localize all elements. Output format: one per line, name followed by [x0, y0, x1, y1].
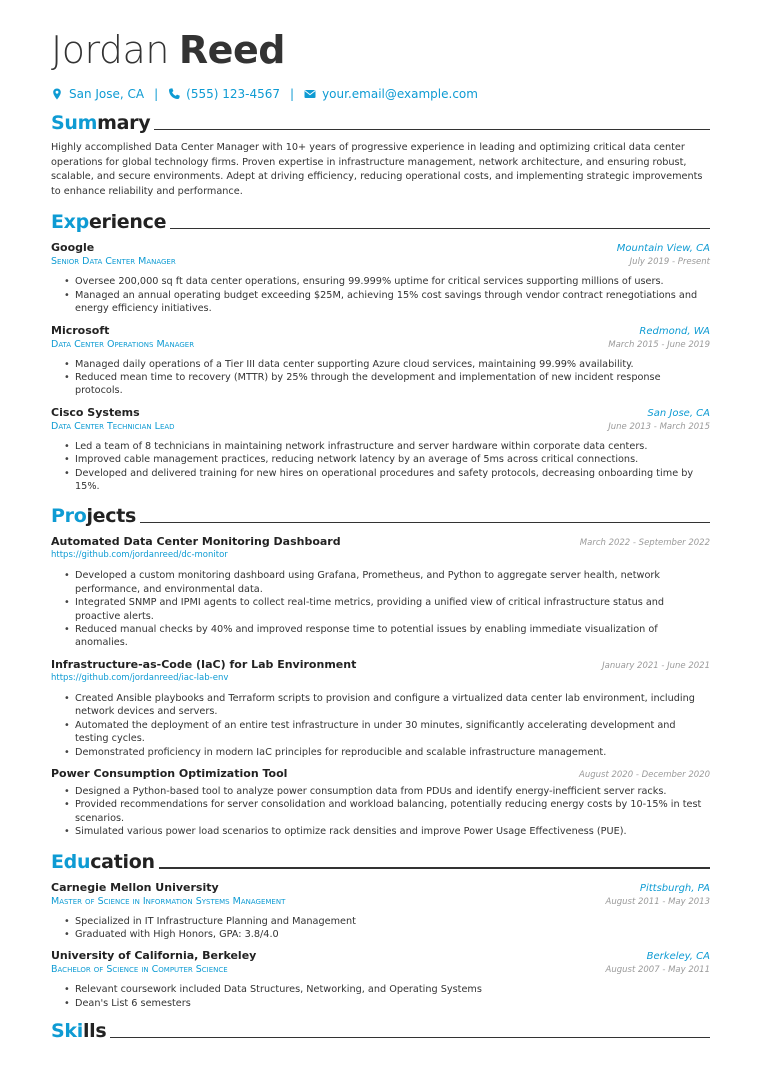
- project-dates: August 2020 - December 2020: [579, 769, 710, 780]
- company-name: Google: [51, 241, 95, 255]
- bullet-item: • Provided recommendations for server consolidation and workload balancing, potentially reducing energy costs by 10-15% in test scenarios.: [64, 798, 710, 825]
- school-location: Pittsburgh, PA: [639, 882, 710, 894]
- education-entry: [51, 881, 710, 942]
- project-link[interactable]: https://github.com/jordanreed/iac-lab-env: [51, 672, 229, 683]
- bullet-item: • Demonstrated proficiency in modern IaC principles for reproducible and scalable infrastructure management.: [64, 746, 710, 759]
- degree: Bachelor of Science in Computer Science: [51, 964, 228, 976]
- contact-separator: |: [154, 87, 159, 101]
- contact-phone[interactable]: [168, 87, 280, 101]
- bullet-item: • Automated the deployment of an entire test infrastructure in under 30 minutes, significantly accelerating development and testing cycles.: [64, 719, 710, 746]
- bullet-list: [51, 440, 710, 494]
- bullet-list: [51, 275, 710, 315]
- project-entry: [51, 658, 710, 759]
- bullet-item: • Oversee 200,000 sq ft data center operations, ensuring 99.999% uptime for critical services supporting millions of users.: [64, 275, 710, 288]
- project-link[interactable]: https://github.com/jordanreed/dc-monitor: [51, 550, 228, 561]
- last-name: Reed: [178, 28, 285, 72]
- contact-location: [51, 87, 144, 101]
- project-entry: [51, 767, 710, 839]
- contact-email[interactable]: [304, 87, 478, 101]
- bullet-item: • Integrated SNMP and IPMI agents to collect real-time metrics, providing a unified view of critical infrastructure status and proactive alerts.: [64, 596, 710, 623]
- section-rule: [110, 1037, 710, 1039]
- job-role: Data Center Technician Lead: [51, 420, 175, 432]
- education-dates: August 2011 - May 2013: [605, 896, 710, 907]
- summary-text: Highly accomplished Data Center Manager with 10+ years of progressive experience in leading and optimizing critical data center operations for global technology firms. Proven expertise in infrastructure management, network architecture, and ensuring robust, scalable, and secure environments. Adept at driving efficiency, reducing operational costs, and implementing strategic improvements to enhance reliability and performance.: [51, 142, 703, 197]
- project-dates: January 2021 - June 2021: [602, 660, 710, 671]
- phone-text: (555) 123-4567: [186, 87, 281, 101]
- bullet-item: • Reduced manual checks by 40% and improved response time to potential issues by enabling immediate visualization of anomalies.: [64, 623, 710, 650]
- bullet-list: [51, 358, 710, 398]
- map-marker-icon: [51, 88, 63, 100]
- section-rule: [159, 867, 710, 869]
- bullet-item: • Created Ansible playbooks and Terraform scripts to provision and configure a virtualized data center lab environment, including network devices and servers.: [64, 692, 710, 719]
- project-dates: March 2022 - September 2022: [579, 538, 710, 549]
- bullet-item: • Managed an annual operating budget exceeding $25M, achieving 15% cost savings through vendor contract renegotiations and energy efficiency initiatives.: [64, 289, 710, 316]
- phone-icon: [168, 88, 180, 100]
- project-name: Power Consumption Optimization Tool: [51, 766, 288, 780]
- section-title: Experience: [51, 211, 167, 234]
- bullet-list: [51, 983, 710, 1010]
- job-location: Mountain View, CA: [616, 243, 710, 255]
- job-dates: July 2019 - Present: [629, 257, 710, 268]
- experience-entry: [51, 241, 710, 315]
- skills-heading: [51, 1018, 710, 1042]
- summary-heading: [51, 110, 710, 134]
- bullet-item: • Specialized in IT Infrastructure Planning and Management: [64, 915, 710, 928]
- project-name: Infrastructure-as-Code (IaC) for Lab Environment: [51, 657, 357, 671]
- job-role: Data Center Operations Manager: [51, 338, 195, 350]
- bullet-list: [51, 785, 710, 839]
- bullet-item: • Improved cable management practices, reducing network latency by an average of 5ms across critical connections.: [64, 453, 710, 466]
- envelope-icon: [304, 88, 316, 100]
- job-dates: June 2013 - March 2015: [608, 421, 710, 432]
- experience-entry: [51, 406, 710, 494]
- bullet-item: • Led a team of 8 technicians in maintaining network infrastructure and server hardware within corporate data centers.: [64, 440, 710, 453]
- school-name: University of California, Berkeley: [51, 949, 257, 963]
- location-text: San Jose, CA: [69, 87, 145, 101]
- experience-heading: [51, 209, 710, 233]
- candidate-name: [51, 28, 710, 72]
- projects-heading: [51, 503, 710, 527]
- section-rule: [170, 228, 710, 230]
- section-title: Education: [51, 850, 155, 873]
- job-dates: March 2015 - June 2019: [608, 339, 710, 350]
- email-text: your.email@example.com: [322, 87, 478, 101]
- experience-entry: [51, 324, 710, 398]
- job-location: San Jose, CA: [647, 407, 710, 419]
- bullet-item: • Developed and delivered training for new hires on operational procedures and safety protocols, decreasing onboarding time by 15%.: [64, 467, 710, 494]
- bullet-item: • Managed daily operations of a Tier III data center supporting Azure cloud services, maintaining 99.99% availability.: [64, 358, 710, 371]
- job-location: Redmond, WA: [639, 325, 710, 337]
- bullet-item: • Designed a Python-based tool to analyze power consumption data from PDUs and identify energy-inefficient server racks.: [64, 785, 710, 798]
- project-name: Automated Data Center Monitoring Dashboard: [51, 535, 341, 549]
- contact-bar: [51, 86, 710, 102]
- education-dates: August 2007 - May 2011: [605, 965, 710, 976]
- bullet-item: • Graduated with High Honors, GPA: 3.8/4.0: [64, 928, 710, 941]
- school-name: Carnegie Mellon University: [51, 880, 219, 894]
- bullet-list: [51, 569, 710, 649]
- company-name: Cisco Systems: [51, 405, 140, 419]
- company-name: Microsoft: [51, 323, 110, 337]
- bullet-list: [51, 692, 710, 759]
- education-heading: [51, 849, 710, 873]
- bullet-item: • Dean's List 6 semesters: [64, 997, 710, 1010]
- bullet-item: • Developed a custom monitoring dashboard using Grafana, Prometheus, and Python to aggregate server health, network performance, and environmental data.: [64, 569, 710, 596]
- bullet-item: • Reduced mean time to recovery (MTTR) by 25% through the development and implementation of new incident response protocols.: [64, 371, 710, 398]
- section-rule: [154, 129, 710, 131]
- bullet-list: [51, 915, 710, 942]
- section-title: Skills: [51, 1020, 107, 1043]
- section-title: Summary: [51, 112, 151, 134]
- school-location: Berkeley, CA: [646, 951, 710, 963]
- contact-separator: |: [290, 87, 295, 101]
- bullet-item: • Simulated various power load scenarios to optimize rack densities and improve Power Usage Effectiveness (PUE).: [64, 825, 710, 838]
- project-entry: [51, 535, 710, 649]
- bullet-item: • Relevant coursework included Data Structures, Networking, and Operating Systems: [64, 983, 710, 996]
- education-entry: [51, 949, 710, 1010]
- degree: Master of Science in Information Systems Management: [51, 895, 286, 907]
- section-title: Projects: [51, 505, 137, 528]
- section-rule: [140, 522, 710, 524]
- job-role: Senior Data Center Manager: [51, 256, 176, 268]
- first-name: Jordan: [51, 28, 169, 72]
